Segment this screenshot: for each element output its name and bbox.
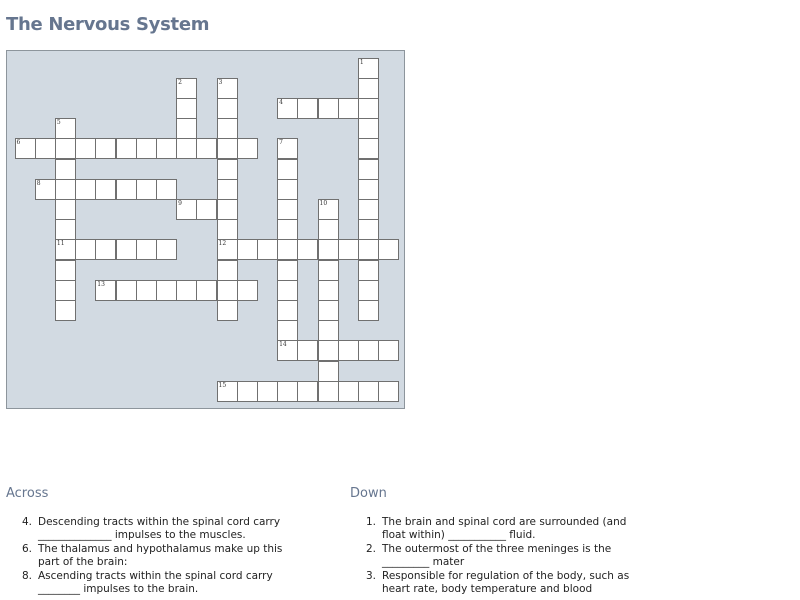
crossword-cell[interactable] xyxy=(318,300,339,321)
crossword-cell[interactable] xyxy=(358,138,379,159)
crossword-cell[interactable] xyxy=(237,239,258,260)
clue-number: 8. xyxy=(21,569,32,582)
crossword-cell[interactable] xyxy=(55,138,76,159)
crossword-cell[interactable] xyxy=(95,280,116,301)
clue-number-label: 10 xyxy=(319,199,328,207)
crossword-cell[interactable] xyxy=(277,340,298,361)
crossword-cell[interactable] xyxy=(277,260,298,281)
crossword-cell[interactable] xyxy=(196,199,217,220)
clue-text: Ascending tracts within the spinal cord carry xyxy=(38,569,273,582)
clue-number-label: 8 xyxy=(36,179,41,187)
clue-number: 3. xyxy=(365,569,376,582)
clue-number-label: 9 xyxy=(178,199,182,207)
crossword-cell[interactable] xyxy=(237,138,258,159)
crossword-cell[interactable] xyxy=(217,280,238,301)
crossword-cell[interactable] xyxy=(217,239,238,260)
clue-text: part of the brain: xyxy=(38,556,128,569)
clue-text: The thalamus and hypothalamus make up this xyxy=(38,542,283,555)
crossword-cell[interactable] xyxy=(136,138,157,159)
crossword-cell[interactable] xyxy=(217,179,238,200)
crossword-cell[interactable] xyxy=(136,280,157,301)
crossword-cell[interactable] xyxy=(257,381,278,402)
across-clue-list xyxy=(14,516,314,596)
page-title: The Nervous System xyxy=(6,14,210,35)
crossword-cell[interactable] xyxy=(277,381,298,402)
crossword-cell[interactable] xyxy=(277,159,298,180)
crossword-cell[interactable] xyxy=(95,239,116,260)
crossword-cell[interactable] xyxy=(358,78,379,99)
crossword-cell[interactable] xyxy=(358,118,379,139)
crossword-cell[interactable] xyxy=(176,138,197,159)
crossword-cell[interactable] xyxy=(217,98,238,119)
clue-number-label: 11 xyxy=(56,240,65,248)
down-clue xyxy=(358,543,658,570)
crossword-cell[interactable] xyxy=(378,381,399,402)
clue-text: The outermost of the three meninges is the xyxy=(382,542,612,555)
crossword-cell[interactable] xyxy=(217,118,238,139)
crossword-cell[interactable] xyxy=(277,98,298,119)
clue-number-label: 4 xyxy=(279,98,283,106)
across-heading: Across xyxy=(6,486,49,501)
crossword-cell[interactable] xyxy=(318,199,339,220)
crossword-cell[interactable] xyxy=(257,239,278,260)
crossword-cell[interactable] xyxy=(35,179,56,200)
crossword-cell[interactable] xyxy=(318,280,339,301)
clue-number-label: 6 xyxy=(16,139,21,147)
crossword-cell[interactable] xyxy=(55,219,76,240)
crossword-cell[interactable] xyxy=(277,239,298,260)
crossword-cell[interactable] xyxy=(55,280,76,301)
down-heading: Down xyxy=(350,486,387,501)
crossword-cell[interactable] xyxy=(116,138,137,159)
crossword-cell[interactable] xyxy=(358,260,379,281)
crossword-cell[interactable] xyxy=(318,320,339,341)
crossword-cell[interactable] xyxy=(277,138,298,159)
crossword-cell[interactable] xyxy=(338,381,359,402)
crossword-cell[interactable] xyxy=(116,239,137,260)
crossword-cell[interactable] xyxy=(378,340,399,361)
down-clue-list xyxy=(358,516,658,596)
clue-number: 6. xyxy=(21,542,32,555)
crossword-cell[interactable] xyxy=(196,138,217,159)
crossword-cell[interactable] xyxy=(95,138,116,159)
crossword-cell[interactable] xyxy=(297,239,318,260)
crossword-cell[interactable] xyxy=(55,159,76,180)
clue-number: 2. xyxy=(365,542,376,555)
crossword-cell[interactable] xyxy=(338,340,359,361)
crossword-cell[interactable] xyxy=(55,300,76,321)
down-clue xyxy=(358,570,658,597)
clue-text: The brain and spinal cord are surrounded (and xyxy=(382,516,627,528)
crossword-cell[interactable] xyxy=(338,98,359,119)
crossword-cell[interactable] xyxy=(156,138,177,159)
crossword-cell[interactable] xyxy=(156,239,177,260)
crossword-cell[interactable] xyxy=(176,199,197,220)
clue-number-label: 3 xyxy=(218,78,223,86)
crossword-cell[interactable] xyxy=(378,239,399,260)
clue-text: float within) ___________ fluid. xyxy=(382,529,536,542)
crossword-cell[interactable] xyxy=(55,260,76,281)
crossword-cell[interactable] xyxy=(116,280,137,301)
crossword-cell[interactable] xyxy=(297,340,318,361)
crossword-cell[interactable] xyxy=(358,199,379,220)
crossword-cell[interactable] xyxy=(55,199,76,220)
crossword-cell[interactable] xyxy=(237,280,258,301)
crossword-cell[interactable] xyxy=(277,179,298,200)
crossword-cell[interactable] xyxy=(35,138,56,159)
down-clue xyxy=(358,516,658,543)
crossword-cell[interactable] xyxy=(358,381,379,402)
crossword-cell[interactable] xyxy=(358,58,379,79)
crossword-cell[interactable] xyxy=(318,361,339,382)
crossword-cell[interactable] xyxy=(55,118,76,139)
crossword-cell[interactable] xyxy=(358,179,379,200)
clue-text: ______________ impulses to the muscles. xyxy=(38,529,246,542)
across-clue xyxy=(14,516,314,543)
crossword-cell[interactable] xyxy=(217,78,238,99)
crossword-cell[interactable] xyxy=(75,179,96,200)
crossword-cell[interactable] xyxy=(176,118,197,139)
clue-number-label: 2 xyxy=(178,78,182,86)
clue-text: Descending tracts within the spinal cord carry xyxy=(38,516,281,528)
crossword-cell[interactable] xyxy=(318,98,339,119)
crossword-cell[interactable] xyxy=(196,280,217,301)
clue-text: ________ impulses to the brain. xyxy=(38,583,199,596)
clue-number: 4. xyxy=(21,516,32,528)
crossword-cell[interactable] xyxy=(116,179,137,200)
crossword-cell[interactable] xyxy=(217,138,238,159)
clue-number-label: 1 xyxy=(359,58,364,66)
crossword-grid xyxy=(6,50,405,409)
crossword-cell[interactable] xyxy=(338,239,359,260)
crossword-cell[interactable] xyxy=(217,300,238,321)
clue-number-label: 12 xyxy=(218,240,227,248)
clue-text: Responsible for regulation of the body, such as xyxy=(382,569,630,582)
crossword-cell[interactable] xyxy=(358,280,379,301)
crossword-cell[interactable] xyxy=(318,340,339,361)
crossword-cell[interactable] xyxy=(318,239,339,260)
crossword-cell[interactable] xyxy=(55,179,76,200)
crossword-cell[interactable] xyxy=(15,138,36,159)
clue-number-label: 7 xyxy=(279,139,283,147)
crossword-cell[interactable] xyxy=(176,78,197,99)
crossword-cell[interactable] xyxy=(75,138,96,159)
crossword-cell[interactable] xyxy=(318,219,339,240)
crossword-cell[interactable] xyxy=(217,219,238,240)
crossword-cell[interactable] xyxy=(358,219,379,240)
crossword-cell[interactable] xyxy=(358,340,379,361)
clue-text: _________ mater xyxy=(382,556,465,569)
crossword-cell[interactable] xyxy=(136,239,157,260)
crossword-cell[interactable] xyxy=(156,179,177,200)
crossword-cell[interactable] xyxy=(176,98,197,119)
crossword-cell[interactable] xyxy=(217,260,238,281)
crossword-cell[interactable] xyxy=(318,260,339,281)
crossword-cell[interactable] xyxy=(176,280,197,301)
crossword-cell[interactable] xyxy=(318,381,339,402)
clue-text: heart rate, body temperature and blood xyxy=(382,583,593,596)
crossword-cell[interactable] xyxy=(237,381,258,402)
crossword-cell[interactable] xyxy=(136,179,157,200)
across-clue xyxy=(14,570,314,597)
crossword-cell[interactable] xyxy=(297,98,318,119)
clue-number-label: 13 xyxy=(97,280,105,288)
crossword-cell[interactable] xyxy=(358,300,379,321)
crossword-cell[interactable] xyxy=(75,239,96,260)
crossword-cell[interactable] xyxy=(277,320,298,341)
clue-number: 1. xyxy=(365,516,376,528)
crossword-cell[interactable] xyxy=(217,159,238,180)
crossword-cell[interactable] xyxy=(55,239,76,260)
crossword-cell[interactable] xyxy=(156,280,177,301)
crossword-cell[interactable] xyxy=(358,98,379,119)
crossword-cell[interactable] xyxy=(277,280,298,301)
crossword-cell[interactable] xyxy=(358,239,379,260)
crossword-cell[interactable] xyxy=(95,179,116,200)
clue-number-label: 5 xyxy=(56,119,61,127)
crossword-cell[interactable] xyxy=(297,381,318,402)
crossword-cell[interactable] xyxy=(277,300,298,321)
crossword-cell[interactable] xyxy=(358,159,379,180)
crossword-cell[interactable] xyxy=(217,381,238,402)
crossword-cell[interactable] xyxy=(217,199,238,220)
clue-number-label: 15 xyxy=(218,381,227,389)
across-clue xyxy=(14,543,314,570)
clue-number-label: 14 xyxy=(279,341,287,349)
crossword-cell[interactable] xyxy=(277,219,298,240)
crossword-cell[interactable] xyxy=(277,199,298,220)
